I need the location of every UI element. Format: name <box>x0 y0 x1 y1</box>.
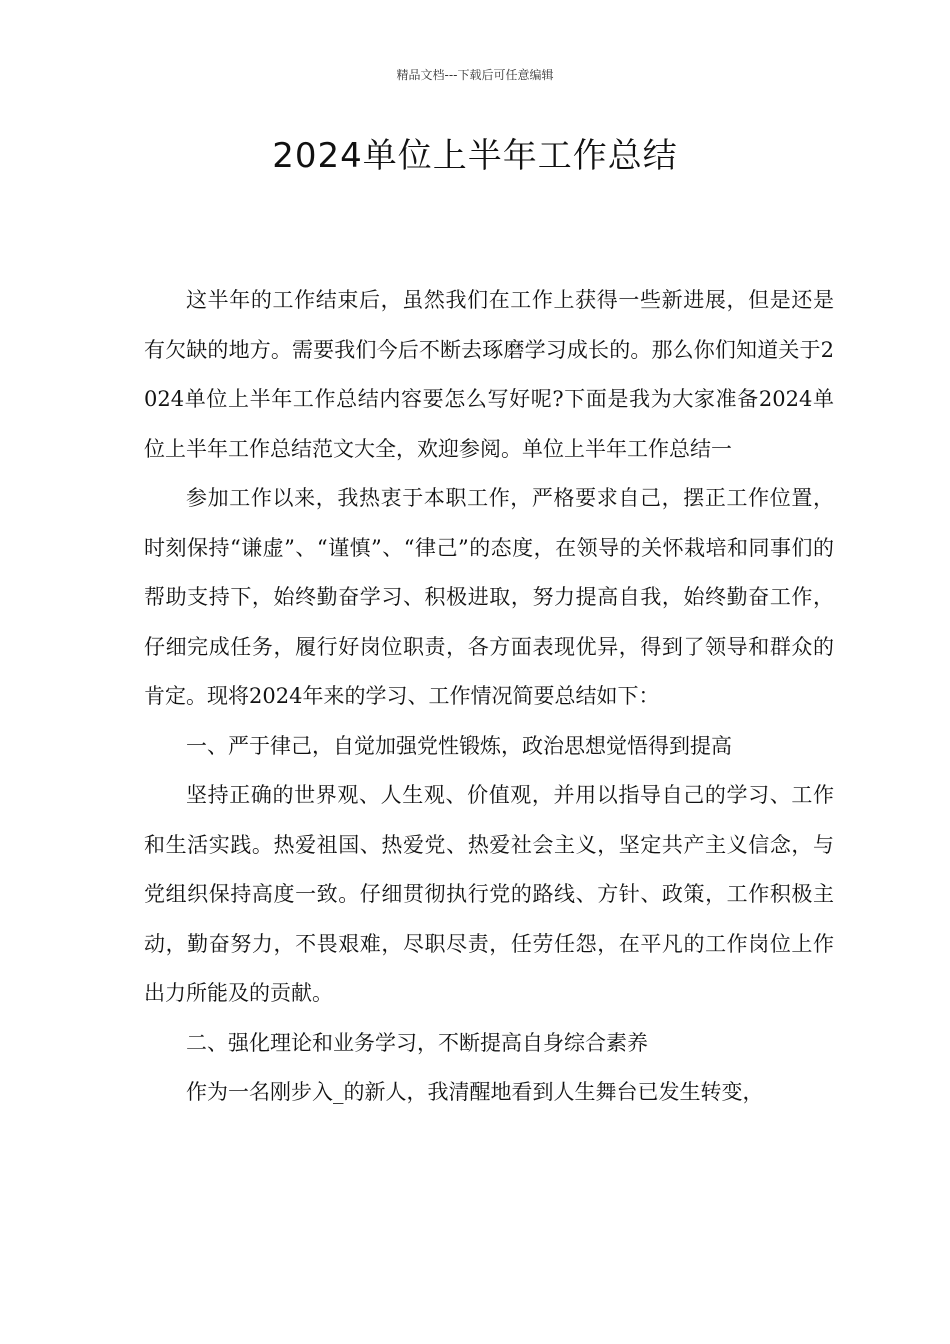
header-note: 精品文档---下载后可任意编辑 <box>396 68 554 82</box>
paragraph-overview: 参加工作以来，我热衷于本职工作，严格要求自己，摆正工作位置，时刻保持“谦虚”、“谨慎”、“律己”的态度，在领导的关怀栽培和同事们的帮助支持下，始终勤奋学习、积极进取，努力提高自我，始终勤奋工作，仔细完成任务，履行好岗位职责，各方面表现优异，得到了领导和群众的肯定。现将2024年来的学习、工作情况简要总结如下： <box>144 486 834 708</box>
section-heading-1: 一、严于律己，自觉加强党性锻炼，政治思想觉悟得到提高 <box>186 733 732 758</box>
paragraph-section-2: 作为一名刚步入_的新人，我清醒地看到人生舞台已发生转变， <box>186 1080 764 1104</box>
section-heading-2: 二、强化理论和业务学习，不断提高自身综合素养 <box>186 1030 648 1055</box>
paragraph-intro: 这半年的工作结束后，虽然我们在工作上获得一些新进展，但是还是有欠缺的地方。需要我们今后不断去琢磨学习成长的。那么你们知道关于2024单位上半年工作总结内容要怎么写好呢?下面是我为大家准备2024单位上半年工作总结范文大全，欢迎参阅。单位上半年工作总结一 <box>144 288 834 461</box>
document-title: 2024单位上半年工作总结 <box>272 136 678 176</box>
paragraph-section-1: 坚持正确的世界观、人生观、价值观，并用以指导自己的学习、工作和生活实践。热爱祖国、热爱党、热爱社会主义，坚定共产主义信念，与党组织保持高度一致。仔细贯彻执行党的路线、方针、政策，工作积极主动，勤奋努力，不畏艰难，尽职尽责，任劳任怨，在平凡的工作岗位上作出力所能及的贡献。 <box>144 783 834 1005</box>
document-body <box>144 276 834 1118</box>
